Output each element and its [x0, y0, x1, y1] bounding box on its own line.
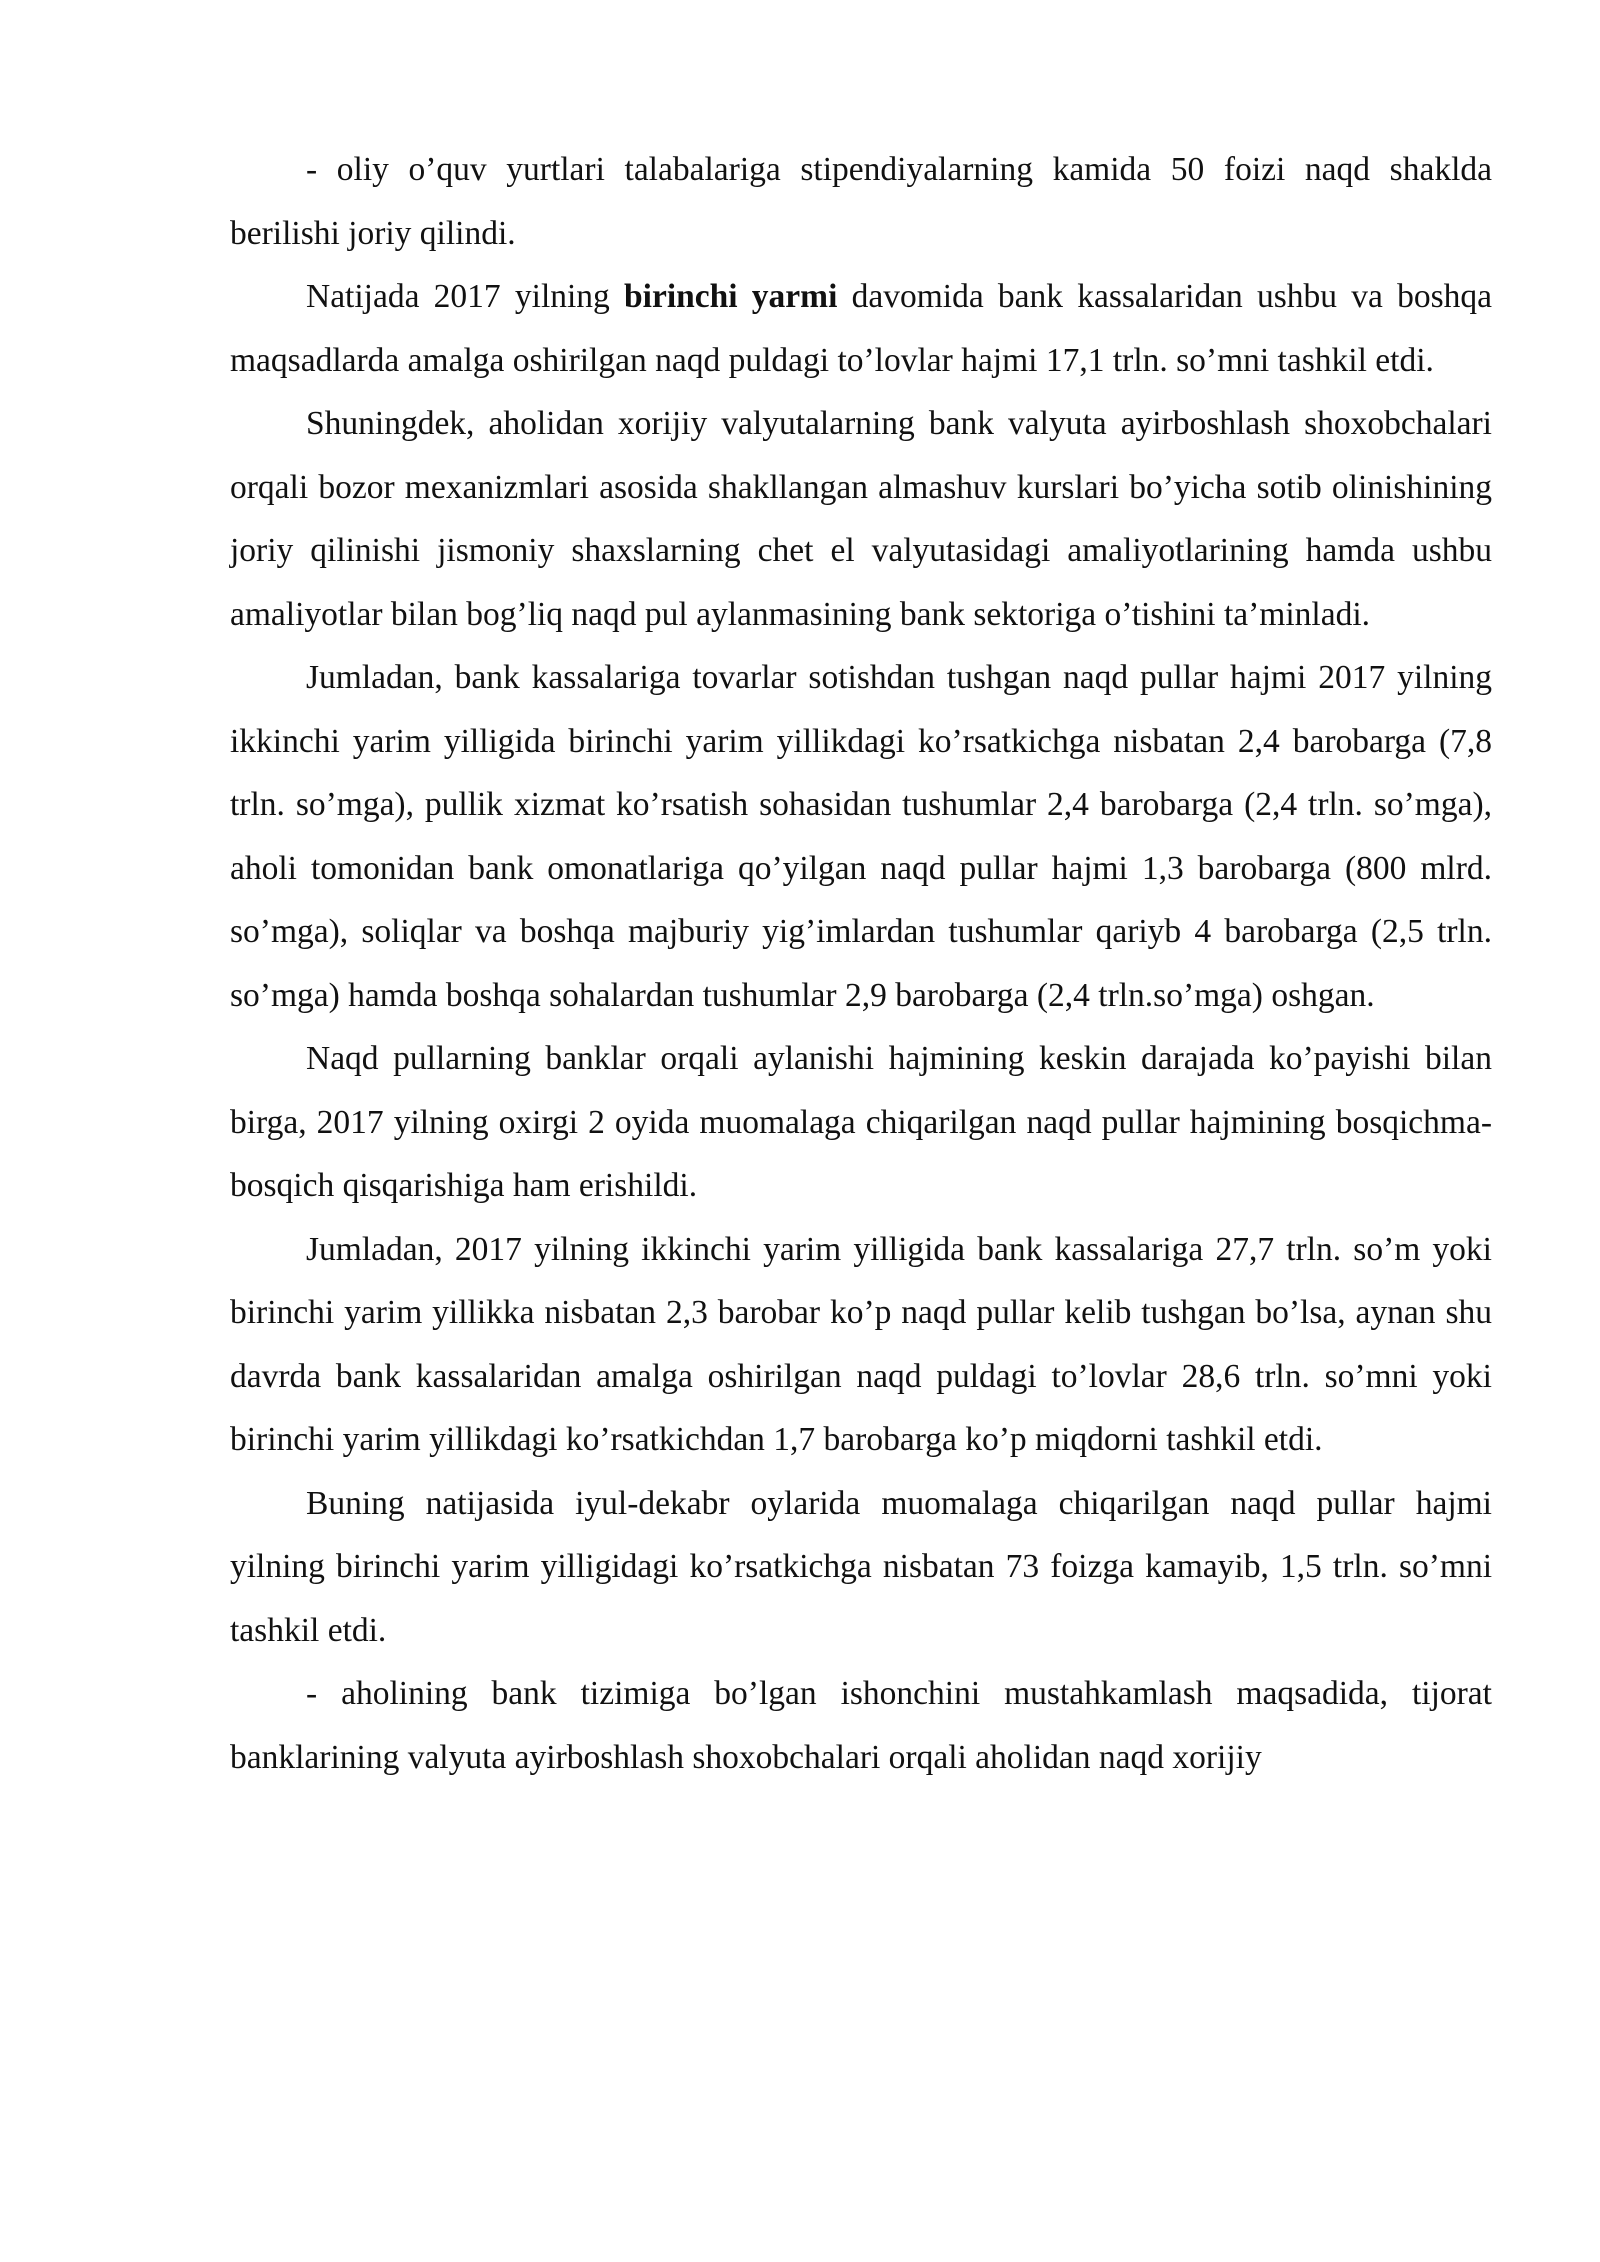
paragraph-trust: - aholining bank tizimiga bo’lgan ishonchini mustahkamlash maqsadida, tijorat banklarining valyuta ayirboshlash shoxobchalari orqali aholidan naqd xorijiy	[230, 1675, 1492, 1776]
paragraph-cash-circulation: Naqd pullarning banklar orqali aylanishi hajmining keskin darajada ko’payishi bilan birga, 2017 yilning oxirgi 2 oyida muomalaga chiqarilgan naqd pullar hajmining bosqichma-bosqich qisqarishiga ham erishildi.	[230, 1040, 1492, 1204]
paragraph-second-half: Jumladan, 2017 yilning ikkinchi yarim yilligida bank kassalariga 27,7 trln. so’m yoki birinchi yarim yillikka nisbatan 2,3 barobar ko’p naqd pullar kelib tushgan bo’lsa, aynan shu davrda bank kassalaridan amalga oshirilgan naqd puldagi to’lovlar 28,6 trln. so’mni yoki birinchi yarim yillikdagi ko’rsatkichdan 1,7 barobarga ko’p miqdorni tashkil etdi.	[230, 1230, 1492, 1458]
paragraph-first-half-start: Natijada 2017 yilning	[306, 278, 625, 315]
paragraph-result: Buning natijasida iyul-dekabr oylarida muomalaga chiqarilgan naqd pullar hajmi yilning birinchi yarim yilligidagi ko’rsatkichga nisbatan 73 foizga kamayib, 1,5 trln. so’mni tashkil etdi.	[230, 1484, 1492, 1649]
paragraph-first-half	[230, 265, 1492, 392]
bold-phrase: birinchi yarmi	[624, 278, 838, 315]
paragraph-stipend: - oliy o’quv yurtlari talabalariga stipendiyalarning kamida 50 foizi naqd shaklda berilishi joriy qilindi.	[230, 151, 1492, 252]
paragraph-currency-exchange: Shuningdek, aholidan xorijiy valyutalarning bank valyuta ayirboshlash shoxobchalari orqali bozor mexanizmlari asosida shakllangan almashuv kurslari bo’yicha sotib olinishining joriy qilinishi jismoniy shaxslarning chet el valyutasidagi amaliyotlarining hamda ushbu amaliyotlar bilan bog’liq naqd pul aylanmasining bank sektoriga o’tishini ta’minladi.	[230, 405, 1492, 633]
paragraph-cash-receipts: Jumladan, bank kassalariga tovarlar sotishdan tushgan naqd pullar hajmi 2017 yilning ikkinchi yarim yilligida birinchi yarim yillikdagi ko’rsatkichga nisbatan 2,4 barobarga (7,8 trln. so’mga), pullik xizmat ko’rsatish sohasidan tushumlar 2,4 barobarga (2,4 trln. so’mga), aholi tomonidan bank omonatlariga qo’yilgan naqd pullar hajmi 1,3 barobarga (800 mlrd. so’mga), soliqlar va boshqa majburiy yig’imlardan tushumlar qariyb 4 barobarga (2,5 trln. so’mga) hamda boshqa sohalardan tushumlar 2,9 barobarga (2,4 trln.so’mga) oshgan.	[230, 659, 1492, 1014]
paragraph-first-half-end: davomida bank kassalaridan ushbu va boshqa maqsadlarda amalga oshirilgan naqd puldagi to’lovlar hajmi 17,1 trln. so’mni tashkil etdi.	[230, 278, 1492, 379]
document-body	[230, 138, 1492, 1789]
